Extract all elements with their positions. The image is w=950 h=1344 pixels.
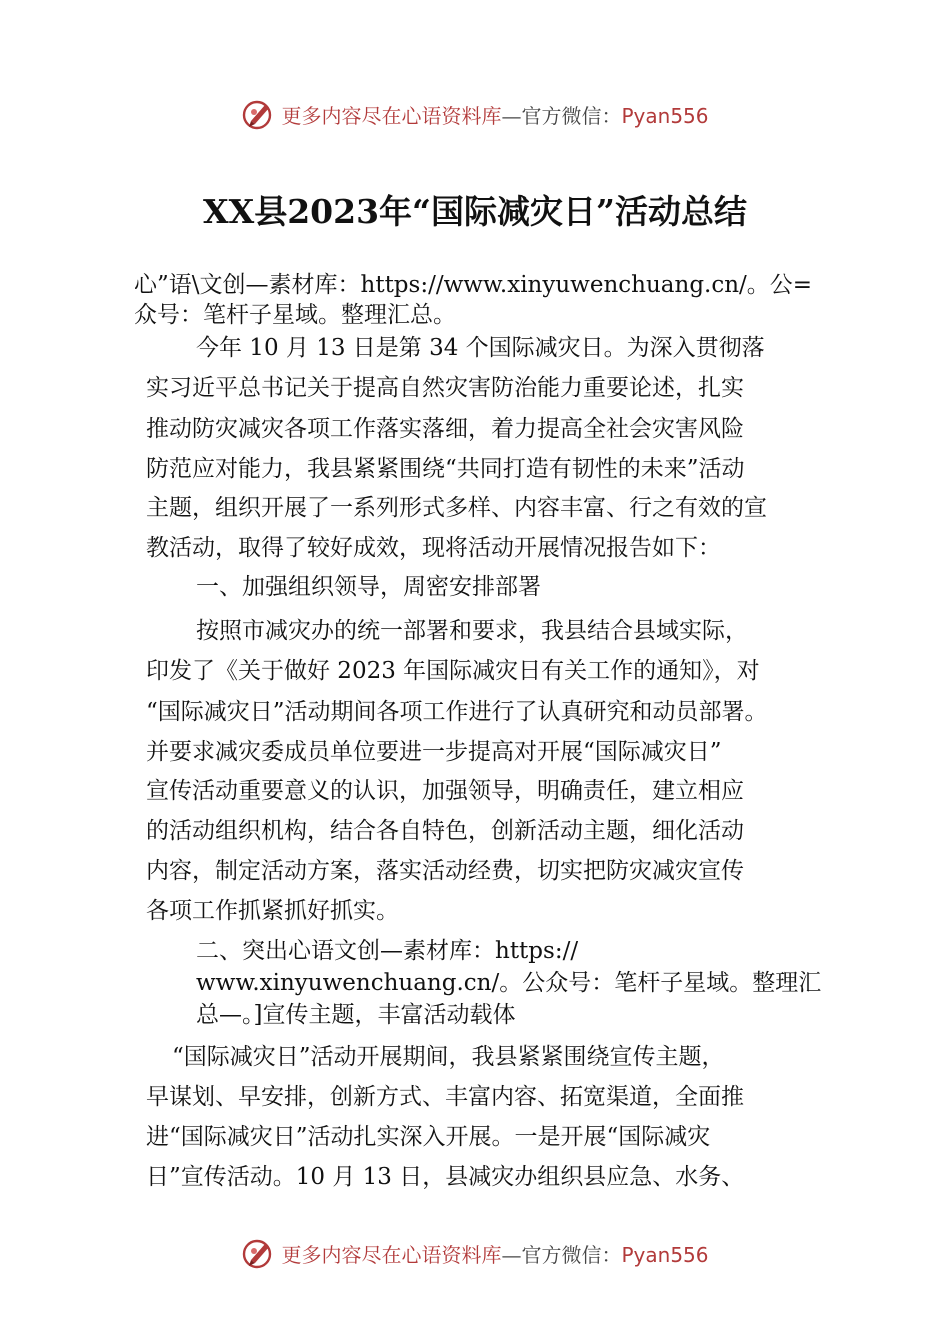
document-title: XX县2023年“国际减灾日”活动总结	[202, 192, 748, 231]
section-heading-1: 一、加强组织领导，周密安排部署	[196, 574, 541, 600]
body-line: 早谋划、早安排，创新方式、丰富内容、拓宽渠道，全面推	[146, 1084, 744, 1110]
watermark-text: 更多内容尽在心语资料库—官方微信：Pyan556	[281, 103, 709, 128]
section-heading-2: 二、突出心语文创—素材库：https://	[196, 938, 579, 964]
watermark-text: 更多内容尽在心语资料库—官方微信：Pyan556	[281, 1242, 709, 1267]
body-line: 防范应对能力，我县紧紧围绕“共同打造有韧性的未来”活动	[146, 456, 745, 482]
body-line: 各项工作抓紧抓好抓实。	[146, 898, 399, 924]
body-line: 宣传活动重要意义的认识，加强领导，明确责任，建立相应	[146, 778, 744, 804]
footer-watermark-banner	[0, 1233, 950, 1273]
header-watermark-banner	[0, 94, 950, 134]
pen-logo-icon	[241, 97, 275, 131]
body-line: “国际减灾日”活动开展期间，我县紧紧围绕宣传主题，	[172, 1044, 725, 1070]
body-line: 按照市减灾办的统一部署和要求，我县结合县域实际，	[196, 618, 748, 644]
section-heading-2-cont: 总—。]宣传主题，丰富活动载体	[196, 1002, 516, 1028]
section-heading-2-cont: www.xinyuwenchuang.cn/。公众号：笔杆子星域。整理汇	[196, 970, 822, 996]
body-line: 主题，组织开展了一系列形式多样、内容丰富、行之有效的宣	[146, 495, 767, 521]
body-line: 推动防灾减灾各项工作落实落细，着力提高全社会灾害风险	[146, 416, 744, 442]
body-line: 实习近平总书记关于提高自然灾害防治能力重要论述，扎实	[146, 375, 744, 401]
body-line: 内容，制定活动方案，落实活动经费，切实把防灾减灾宣传	[146, 858, 744, 884]
body-line: 并要求减灾委成员单位要进一步提高对开展“国际减灾日”	[146, 739, 722, 765]
body-line: 众号：笔杆子星域。整理汇总。	[134, 302, 456, 328]
body-line: 进“国际减灾日”活动扎实深入开展。一是开展“国际减灾	[146, 1124, 711, 1150]
pen-logo-icon	[241, 1236, 275, 1270]
body-line: 印发了《关于做好 2023 年国际减灾日有关工作的通知》，对	[146, 658, 760, 684]
body-line: 的活动组织机构，结合各自特色，创新活动主题，细化活动	[146, 818, 744, 844]
body-line: 教活动，取得了较好成效，现将活动开展情况报告如下：	[146, 535, 721, 561]
body-line: “国际减灾日”活动期间各项工作进行了认真研究和动员部署。	[146, 699, 768, 725]
body-line: 今年 10 月 13 日是第 34 个国际减灾日。为深入贯彻落	[196, 335, 765, 361]
body-line: 日”宣传活动。10 月 13 日，县减灾办组织县应急、水务、	[146, 1164, 745, 1190]
body-line: 心”语\文创—素材库：https://www.xinyuwenchuang.cn/。公=	[134, 272, 813, 298]
